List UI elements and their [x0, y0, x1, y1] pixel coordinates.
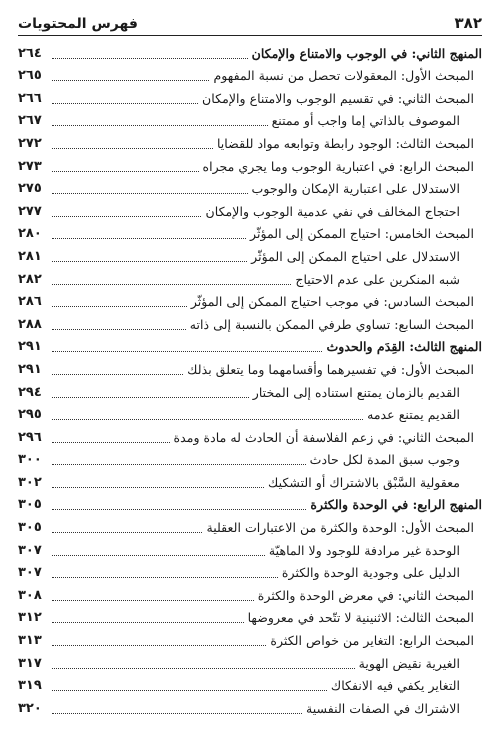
toc-entry[interactable]: [18, 448, 482, 471]
toc-entry-page: ٢٩١: [18, 339, 42, 355]
toc-entry[interactable]: [18, 357, 482, 380]
toc-entry-title: المبحث الأول: المعقولات تحصل من نسبة المفهوم: [213, 68, 474, 84]
toc-entry-title: الغيرية نقيض الهوية: [358, 655, 460, 671]
toc-entry[interactable]: [18, 109, 482, 132]
toc-entry-page: ٢٦٤: [18, 45, 42, 61]
toc-list: [18, 41, 482, 719]
dot-leader: [52, 238, 246, 239]
toc-entry[interactable]: [18, 651, 482, 674]
dot-leader: [52, 306, 187, 307]
dot-leader: [52, 713, 302, 714]
dot-leader: [52, 148, 213, 149]
toc-entry[interactable]: [18, 177, 482, 200]
toc-entry-page: ٣٠٧: [18, 542, 42, 558]
toc-entry-page: ٣١٢: [18, 610, 42, 626]
toc-entry[interactable]: [18, 222, 482, 245]
page-header: [18, 6, 482, 32]
toc-entry-title: الوحدة غير مرادفة للوجود ولا الماهيّة: [268, 542, 460, 558]
toc-entry-title: التغاير يكفي فيه الانفكاك: [330, 678, 460, 694]
toc-entry-page: ٢٧٢: [18, 135, 42, 151]
toc-entry-page: ٣٠٢: [18, 474, 42, 490]
toc-entry-title: معقولية السَّبْق بالاشتراك أو التشكيك: [268, 474, 460, 490]
toc-entry-page: ٢٨٨: [18, 316, 42, 332]
toc-entry-title: المبحث الرابع: في اعتبارية الوجوب وما يجري مجراه: [202, 158, 474, 174]
dot-leader: [52, 374, 183, 375]
toc-entry-page: ٢٧٧: [18, 203, 42, 219]
toc-entry-page: ٣٠٨: [18, 587, 42, 603]
toc-entry-page: ٣١٣: [18, 633, 42, 649]
toc-entry[interactable]: [18, 290, 482, 313]
toc-entry-page: ٢٩١: [18, 361, 42, 377]
toc-entry-page: ٢٦٦: [18, 90, 42, 106]
toc-entry-title: المبحث الثالث: الوجود رابطة وتوابعه مواد للقضايا: [216, 135, 474, 151]
toc-entry-title: احتجاج المخالف في نفي عدمية الوجوب والإمكان: [205, 203, 460, 219]
toc-entry-page: ٢٧٥: [18, 181, 42, 197]
dot-leader: [52, 668, 355, 669]
toc-entry[interactable]: [18, 403, 482, 426]
toc-entry[interactable]: [18, 425, 482, 448]
toc-entry-title: المبحث الأول: في تفسيرهما وأقسامهما وما يتعلق بذلك: [187, 361, 474, 377]
toc-entry-page: ٣٠٧: [18, 565, 42, 581]
dot-leader: [52, 261, 247, 262]
toc-entry-page: ٢٨٢: [18, 271, 42, 287]
toc-entry[interactable]: [18, 41, 482, 64]
toc-entry-page: ٣٢٠: [18, 700, 42, 716]
dot-leader: [52, 193, 248, 194]
toc-entry[interactable]: [18, 244, 482, 267]
dot-leader: [52, 103, 198, 104]
toc-entry[interactable]: [18, 561, 482, 584]
toc-entry-title: المبحث الرابع: التغاير من خواص الكثرة: [270, 633, 474, 649]
dot-leader: [52, 216, 201, 217]
toc-entry-page: ٣١٧: [18, 655, 42, 671]
toc-entry-title: المبحث الثالث: الاثنينية لا تتّحد في معروضها: [247, 610, 474, 626]
toc-entry[interactable]: [18, 583, 482, 606]
toc-entry[interactable]: [18, 199, 482, 222]
toc-entry-page: ٢٦٥: [18, 68, 42, 84]
toc-entry-title: القديم يمتنع عدمه: [367, 407, 460, 423]
toc-entry[interactable]: [18, 470, 482, 493]
toc-entry-title: المبحث السابع: تساوي طرفي الممكن بالنسبة إلى ذاته: [189, 316, 474, 332]
toc-entry[interactable]: [18, 493, 482, 516]
header-rule: [18, 35, 482, 36]
toc-entry-page: ٣٠٠: [18, 452, 42, 468]
dot-leader: [52, 329, 186, 330]
page-number: ٣٨٢: [454, 14, 482, 32]
toc-entry-title: وجوب سبق المدة لكل حادث: [309, 452, 460, 468]
toc-entry[interactable]: [18, 131, 482, 154]
toc-entry-title: المبحث الثاني: في زعم الفلاسفة أن الحادث له مادة ومدة: [173, 429, 474, 445]
toc-entry-page: ٢٨١: [18, 248, 42, 264]
toc-entry-page: ٢٩٤: [18, 384, 42, 400]
dot-leader: [52, 125, 268, 126]
toc-entry-title: شبه المنكرين على عدم الاحتياج: [295, 271, 460, 287]
toc-entry-page: ٢٩٥: [18, 407, 42, 423]
toc-entry-page: ٣٠٥: [18, 497, 42, 513]
toc-entry[interactable]: [18, 86, 482, 109]
toc-entry[interactable]: [18, 628, 482, 651]
toc-entry-page: ٢٩٦: [18, 429, 42, 445]
toc-entry-title: الاستدلال على اعتبارية الإمكان والوجوب: [251, 181, 460, 197]
toc-entry[interactable]: [18, 674, 482, 697]
toc-entry-title: المبحث السادس: في موجب احتياج الممكن إلى المؤثّر: [190, 294, 474, 310]
dot-leader: [52, 284, 291, 285]
dot-leader: [52, 419, 363, 420]
toc-entry[interactable]: [18, 538, 482, 561]
toc-entry-page: ٢٨٠: [18, 226, 42, 242]
dot-leader: [52, 645, 266, 646]
dot-leader: [52, 532, 202, 533]
toc-entry[interactable]: [18, 696, 482, 719]
dot-leader: [52, 80, 209, 81]
dot-leader: [52, 509, 306, 510]
toc-entry-page: ٢٦٧: [18, 113, 42, 129]
toc-entry[interactable]: [18, 64, 482, 87]
toc-entry-page: ٢٨٦: [18, 294, 42, 310]
toc-entry-title: المبحث الثاني: في تقسيم الوجوب والامتناع والإمكان: [202, 90, 474, 106]
dot-leader: [52, 464, 306, 465]
toc-entry[interactable]: [18, 335, 482, 358]
dot-leader: [52, 351, 322, 352]
dot-leader: [52, 600, 254, 601]
toc-entry[interactable]: [18, 380, 482, 403]
toc-entry-title: المنهج الرابع: في الوحدة والكثرة: [310, 497, 482, 513]
dot-leader: [52, 487, 264, 488]
dot-leader: [52, 58, 248, 59]
toc-entry-title: المبحث الثاني: في معرض الوحدة والكثرة: [257, 587, 474, 603]
toc-entry[interactable]: [18, 312, 482, 335]
toc-entry-title: القديم بالزمان يمتنع استناده إلى المختار: [252, 384, 460, 400]
toc-entry-title: الموصوف بالذاتي إما واجب أو ممتنع: [271, 113, 460, 129]
dot-leader: [52, 442, 170, 443]
toc-entry-title: المبحث الخامس: احتياج الممكن إلى المؤثّر: [250, 226, 474, 242]
dot-leader: [52, 555, 265, 556]
dot-leader: [52, 171, 199, 172]
toc-entry[interactable]: [18, 606, 482, 629]
toc-entry[interactable]: [18, 267, 482, 290]
toc-entry-page: ٣١٩: [18, 678, 42, 694]
toc-entry[interactable]: [18, 515, 482, 538]
running-title: فهرس المحتويات: [18, 16, 138, 32]
toc-entry[interactable]: [18, 154, 482, 177]
toc-entry-page: ٢٧٣: [18, 158, 42, 174]
toc-entry-title: الاشتراك في الصفات النفسية: [305, 700, 460, 716]
dot-leader: [52, 397, 249, 398]
toc-entry-page: ٣٠٥: [18, 520, 42, 536]
dot-leader: [52, 577, 278, 578]
dot-leader: [52, 622, 244, 623]
toc-entry-title: المنهج الثاني: في الوجوب والامتناع والإمكان: [251, 45, 482, 61]
toc-entry-title: الدليل على وجودية الوحدة والكثرة: [281, 565, 460, 581]
toc-entry-title: المبحث الأول: الوحدة والكثرة من الاعتبارات العقلية: [206, 520, 474, 536]
dot-leader: [52, 690, 327, 691]
toc-entry-title: الاستدلال على احتياج الممكن إلى المؤثّر: [251, 248, 460, 264]
toc-entry-title: المنهج الثالث: القِدَم والحدوث: [326, 339, 482, 355]
